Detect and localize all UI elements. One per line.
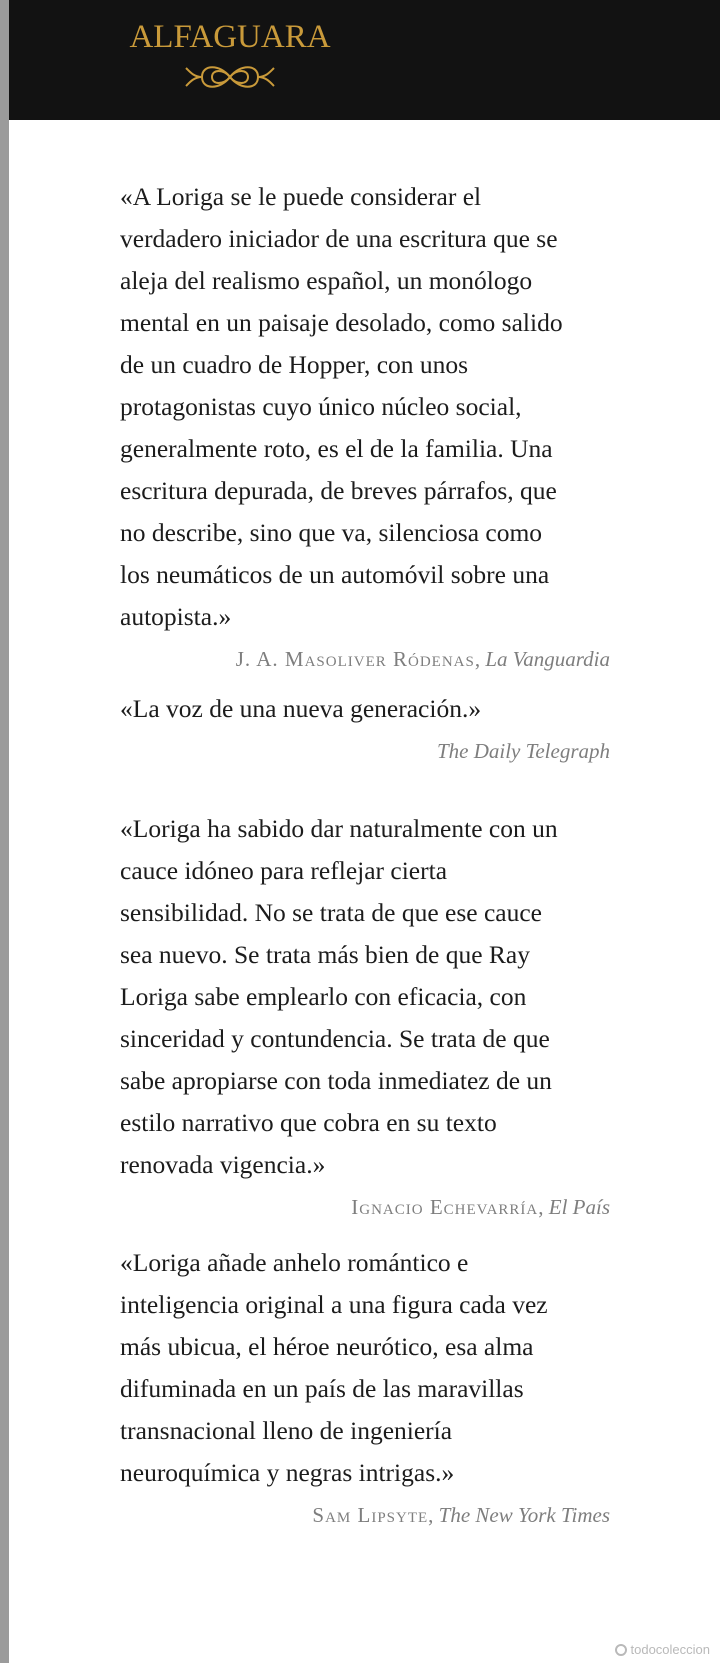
left-edge-strip xyxy=(0,0,9,1663)
quote-source: El País xyxy=(548,1195,610,1219)
ornament-flourish-icon xyxy=(180,56,280,98)
quote-author: J. A. Masoliver Ródenas xyxy=(235,647,475,671)
quote-block-3 xyxy=(120,808,610,1222)
quote-attribution xyxy=(120,736,610,766)
publisher-logo xyxy=(120,18,340,98)
quote-block-1 xyxy=(120,176,610,674)
quote-attribution: Sam Lipsyte, The New York Times xyxy=(312,1503,610,1527)
quote-text: «Loriga añade anhelo romántico e inteligencia original a una figura cada vez más ubicua, el héroe neurótico, esa alma difuminada en un país de las maravillas transnacional lleno de ingeniería neuroquímica y negras intrigas.» xyxy=(120,1248,548,1487)
quote-source: The New York Times xyxy=(438,1503,610,1527)
quote-attribution: Ignacio Echevarría, El País xyxy=(351,1195,610,1219)
publisher-name: ALFAGUARA xyxy=(129,19,331,55)
quote-author: Sam Lipsyte xyxy=(312,1503,429,1527)
publisher-header-band xyxy=(9,0,720,120)
quote-source: La Vanguardia xyxy=(485,647,610,671)
quote-block-2 xyxy=(120,688,610,766)
quote-text: «La voz de una nueva generación.» xyxy=(120,694,482,723)
quote-attribution: J. A. Masoliver Ródenas, La Vanguardia xyxy=(235,647,610,671)
quote-author: Ignacio Echevarría xyxy=(351,1195,539,1219)
watermark-text: todocoleccion xyxy=(630,1642,710,1657)
quote-text: «Loriga ha sabido dar naturalmente con un cauce idóneo para reflejar cierta sensibilidad. No se trata de que ese cauce sea nuevo. Se trata más bien de que Ray Loriga sabe emplearlo con eficacia, con sinceridad y contundencia. Se trata de que sabe apropiarse con toda inmediatez de un estilo narrativo que cobra en su texto renovada vigencia.» xyxy=(120,814,558,1179)
quote-text: «A Loriga se le puede considerar el verdadero iniciador de una escritura que se aleja del realismo español, un monólogo mental en un paisaje desolado, como salido de un cuadro de Hopper, con unos protagonistas cuyo único núcleo social, generalmente roto, es el de la familia. Una escritura depurada, de breves párrafos, que no describe, sino que va, silenciosa como los neumáticos de un automóvil sobre una autopista.» xyxy=(120,182,563,631)
quote-source: The Daily Telegraph xyxy=(436,739,610,763)
quote-block-4 xyxy=(120,1242,610,1530)
watermark-logo-icon xyxy=(615,1644,627,1656)
watermark xyxy=(615,1642,711,1657)
